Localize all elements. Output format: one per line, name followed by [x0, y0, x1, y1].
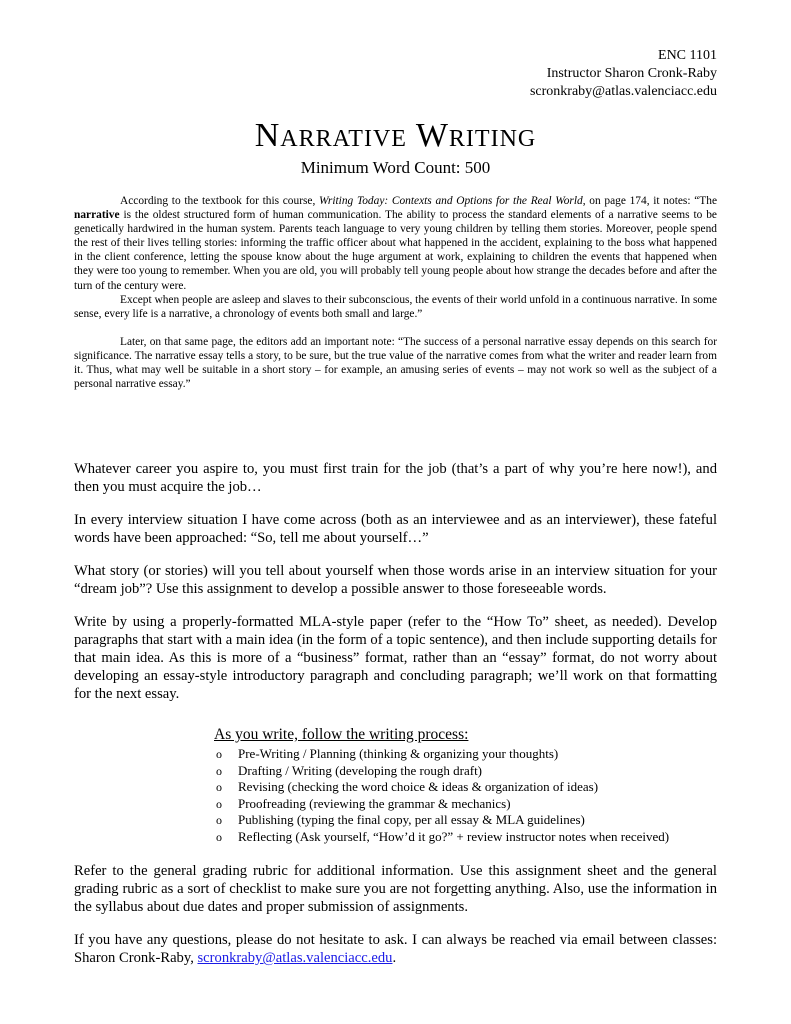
quote-paragraph-2: Except when people are asleep and slaves to their subconscious, the events of their world unfold in a continuous narrative. In some sense, every life is a narrative, a chronology of events both small and large.”: [74, 293, 717, 320]
bullet-icon: o: [216, 796, 222, 811]
closing-paragraph-1: Refer to the general grading rubric for additional information. Use this assignment sheet and the general grading rubric as a sort of checklist to make sure you are not forgetting anything. Also, use the information in the syllabus about due dates and proper submission of assignments.: [74, 863, 717, 915]
assignment-body: [74, 460, 717, 717]
writing-process: [214, 725, 724, 845]
writing-process-list: [214, 746, 724, 845]
body-paragraph-1: Whatever career you aspire to, you must first train for the job (that’s a part of why you’re here now!), and then you must acquire the job…: [74, 461, 717, 495]
quote-paragraph-3: Later, on that same page, the editors add an important note: “The success of a personal narrative essay depends on this search for significance. The narrative essay tells a story, to be sure, but the true value of the narrative comes from what the writer and reader learn from it. Thus, what may well be suitable in a short story – for example, an amusing series of events – may not work so well as the subject of a personal narrative essay.”: [74, 335, 717, 391]
word-count-subtitle: Minimum Word Count: 500: [300, 158, 491, 177]
bullet-icon: o: [216, 780, 222, 794]
body-paragraph-4: Write by using a properly-formatted MLA-style paper (refer to the “How To” sheet, as needed). Develop paragraphs that start with a main idea (in the form of a topic sentence), and then include supporting details for that main idea. As this is more of a “business” format, rather than an “essay” format, do not worry about developing an essay-style introductory paragraph and concluding paragraph; we’ll work on that formatting for the next essay.: [74, 614, 717, 702]
quote-paragraph-1: According to the textbook for this course, Writing Today: Contexts and Options for the Real World, on page 174, it notes: “The narrative is the oldest structured form of human communication. The ability to process the standard elements of a narrative seems to be genetically hardwired in the human system. Parents teach language to very young children by telling them stories. Moreover, people spend the rest of their lives telling stories: informing the traffic officer about what happened in the accident, explaining to the boss what happened in the client conference, letting the spouse know about the huge argument at work, explaining to children the events that happened when they were too young to remember. When you are old, you will probably tell young people about how strange the decades before and after the turn of the century were.: [74, 195, 717, 292]
body-paragraph-2: In every interview situation I have come across (both as an interviewee and as an interviewer), these fateful words have been approached: “So, tell me about yourself…”: [74, 512, 717, 546]
closing-paragraph-2: If you have any questions, please do not hesitate to ask. I can always be reached via email between classes: Sharon Cronk-Raby, scronkraby@atlas.valenciacc.edu.: [74, 932, 717, 966]
bullet-icon: o: [216, 813, 222, 827]
instructor-email: scronkraby@atlas.valenciacc.edu: [529, 84, 717, 99]
book-title: Writing Today: Contexts and Options for the Real World: [319, 195, 583, 207]
instructor-name: Instructor Sharon Cronk-Raby: [546, 66, 717, 81]
email-link[interactable]: scronkraby@atlas.valenciacc.edu: [197, 950, 393, 966]
bullet-icon: o: [216, 829, 222, 844]
document-header: [74, 47, 717, 101]
textbook-quote: [74, 194, 717, 391]
page-title: Narrative Writing: [254, 117, 537, 154]
list-item: o Drafting / Writing (developing the rough draft): [216, 762, 483, 778]
list-item: o Reflecting (Ask yourself, “How’d it go?” + review instructor notes when received): [216, 828, 670, 844]
list-item: o Revising (checking the word choice & ideas & organization of ideas): [216, 779, 599, 794]
narrative-term: narrative: [74, 209, 120, 222]
list-item: o Proofreading (reviewing the grammar & mechanics): [216, 795, 511, 811]
body-paragraph-3: What story (or stories) will you tell about yourself when those words arise in an interview situation for your “dream job”? Use this assignment to develop a possible answer to those foreseeable words.: [74, 563, 717, 597]
writing-process-heading: As you write, follow the writing process:: [214, 726, 469, 743]
bullet-icon: o: [216, 747, 222, 761]
list-item: o Publishing (typing the final copy, per all essay & MLA guidelines): [216, 812, 585, 827]
course-code: ENC 1101: [658, 48, 717, 63]
list-item: o Pre-Writing / Planning (thinking & organizing your thoughts): [216, 746, 559, 761]
closing-section: [74, 862, 717, 982]
bullet-icon: o: [216, 763, 222, 778]
